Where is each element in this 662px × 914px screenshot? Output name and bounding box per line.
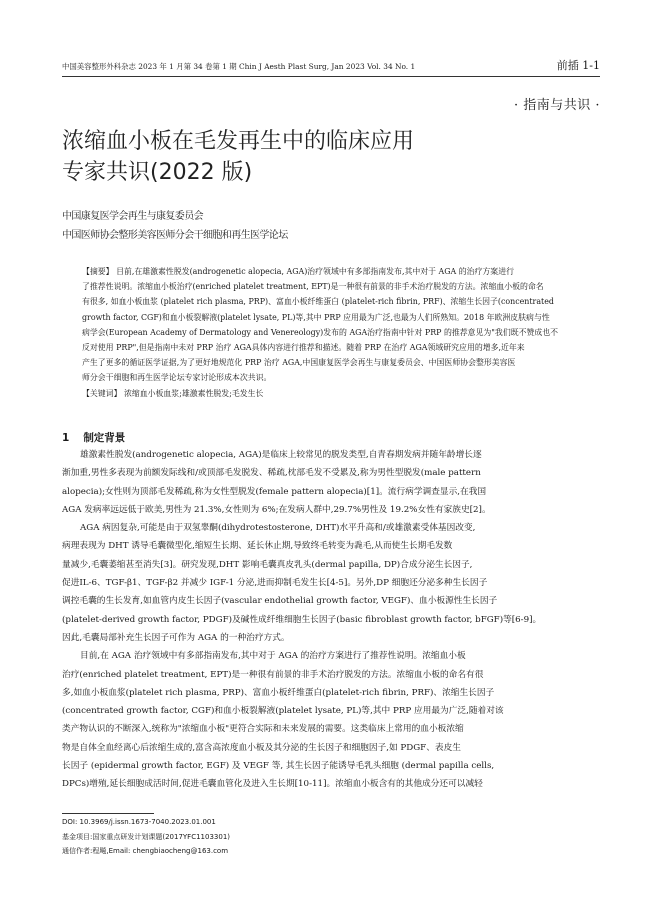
body-line: (concentrated growth factor, CGF)和血小板裂解液(platelet lysate, PL)等,其中 PRP 应用最为广泛,随着对该 bbox=[62, 706, 504, 717]
article-title bbox=[62, 126, 602, 188]
body-line: AGA 发病率远远低于欧美,男性为 21.3%,女性则为 6%;在发病人群中,29.7%男性及 19.2%女性有家族史[2]。 bbox=[62, 504, 491, 515]
body-line: alopecia);女性则为顶部毛发稀疏,称为女性型脱发(female pattern alopecia)[1]。流行病学调查显示,在我国 bbox=[62, 486, 487, 497]
abstract-line: 反对使用 PRP",但是指南中未对 PRP 治疗 AGA具体内容进行推荐和描述。随着 PRP 在治疗 AGA领域研究应用的增多,近年来 bbox=[82, 343, 525, 353]
abstract-line: 【摘要】 目前,在雄激素性脱发(androgenetic alopecia, AGA)治疗领域中有多部指南发布,其中对于 AGA 的治疗方案进行 bbox=[82, 267, 514, 276]
section-title: 制定背景 bbox=[83, 432, 126, 444]
corresponding-author: 通信作者:程飚,Email: chengbiaocheng@163.com bbox=[62, 847, 229, 856]
footnotes bbox=[62, 815, 230, 859]
footnote-rule bbox=[62, 813, 154, 814]
body-line: 促进IL-6、TGF-β1、TGF-β2 并减少 IGF-1 分泌,进而抑制毛发生长[4-5]。另外,DP 细胞还分泌多种生长因子 bbox=[62, 578, 488, 589]
body-line: 调控毛囊的生长发育,如血管内皮生长因子(vascular endothelial growth factor, VEGF)、血小板源性生长因子 bbox=[62, 596, 498, 607]
body-line: 因此,毛囊局部补充生长因子可作为 AGA 的一种治疗方式。 bbox=[62, 632, 290, 643]
abstract-line: 产生了更多的循证医学证据,为了更好地规范化 PRP 治疗 AGA,中国康复医学会再生与康复委员会、中国医师协会整形美容医 bbox=[82, 358, 516, 368]
body-line: 类产物认识的不断深入,统称为"浓缩血小板"更符合实际和未来发展的需要。这类临床上常用的血小板浓缩 bbox=[62, 724, 464, 735]
body-line: 治疗(enriched platelet treatment, EPT)是一种很有前景的非手术治疗脱发的方法。浓缩血小板的命名有很 bbox=[62, 669, 484, 680]
body-line: 病理表现为 DHT 诱导毛囊微型化,缩短生长期、延长休止期,导致终毛转变为毳毛,从而使生长期毛发数 bbox=[62, 541, 453, 552]
article-title-line-1: 浓缩血小板在毛发再生中的临床应用 bbox=[62, 129, 415, 154]
abstract-line: 有很多, 如血小板血浆 (platelet rich plasma, PRP)、富血小板纤维蛋白 (platelet-rich fibrin, PRF)、浓缩生长因子(concentrated bbox=[82, 297, 554, 307]
column-label: · 指南与共识 · bbox=[513, 98, 600, 113]
body-text bbox=[62, 446, 600, 794]
abstract-line: 师分会干细胞和再生医学论坛专家讨论形成本次共识。 bbox=[82, 373, 272, 383]
header-rule bbox=[62, 76, 600, 77]
section-number: 1 bbox=[62, 432, 70, 444]
body-line: 渐加重,男性多表现为前额发际线和/或顶部毛发脱发、稀疏,枕部毛发不受累及,称为男性型脱发(male pattern bbox=[62, 468, 481, 479]
body-line: 目前,在 AGA 治疗领域中有多部指南发布,其中对于 AGA 的治疗方案进行了推荐性说明。浓缩血小板 bbox=[80, 651, 466, 662]
funding: 基金项目:国家重点研发计划课题(2017YFC1103301) bbox=[62, 832, 230, 841]
abstract-line: 了推荐性说明。浓缩血小板治疗(enriched platelet treatment, EPT)是一种很有前景的非手术治疗脱发的方法。浓缩血小板的命名 bbox=[82, 282, 544, 292]
body-line: (platelet-derived growth factor, PDGF)及碱性成纤维细胞生长因子(basic fibroblast growth factor, bFGF)等[6-9]。 bbox=[62, 614, 542, 625]
body-line: 量减少,毛囊萎缩甚至消失[3]。研究发现,DHT 影响毛囊真皮乳头(dermal papilla, DP)合成分泌生长因子, bbox=[62, 559, 473, 570]
abstract bbox=[82, 264, 600, 401]
running-head bbox=[62, 60, 600, 74]
article-title-line-2: 专家共识(2022 版) bbox=[62, 160, 253, 185]
section-heading bbox=[62, 430, 125, 445]
body-line: 物是自体全血经离心后浓缩生成的,富含高浓度血小板及其分泌的生长因子和细胞因子,如 PDGF、表皮生 bbox=[62, 742, 461, 753]
page-number: 前插 1-1 bbox=[556, 59, 600, 72]
abstract-line: 病学会(European Academy of Dermatology and Venereology)发布的 AGA治疗指南中针对 PRP 的推荐意见为"我们既不赞成也不 bbox=[82, 327, 559, 337]
body-line: 雄激素性脱发(androgenetic alopecia, AGA)是临床上较常见的脱发类型,自青春期发病并随年龄增长逐 bbox=[80, 450, 482, 460]
doi: DOI: 10.3969/j.issn.1673-7040.2023.01.001 bbox=[62, 818, 216, 826]
body-line: AGA 病因复杂,可能是由于双氢睾酮(dihydrotestosterone, DHT)水平升高和/或雄激素受体基因改变, bbox=[80, 523, 476, 534]
author-organization: 中国康复医学会再生与康复委员会 bbox=[62, 211, 203, 222]
author-organization: 中国医师协会整形美容医师分会干细胞和再生医学论坛 bbox=[62, 230, 288, 241]
body-line: DPCs)增殖,延长细胞成活时间,促进毛囊血管化及进入生长期[10-11]。浓缩血小板含有的其他成分还可以减轻 bbox=[62, 779, 483, 790]
body-line: 长因子 (epidermal growth factor, EGF) 及 VEGF 等, 其生长因子能诱导毛乳头细胞 (dermal papilla cells, bbox=[62, 761, 495, 772]
author-list bbox=[62, 207, 288, 245]
abstract-line: growth factor, CGF)和血小板裂解液(platelet lysate, PL)等,其中 PRP 应用最为广泛,也最为人们所熟知。2018 年欧洲皮肤病与性 bbox=[82, 312, 550, 322]
body-line: 多,如血小板血浆(platelet rich plasma, PRP)、富血小板纤维蛋白(platelet-rich fibrin, PRF)、浓缩生长因子 bbox=[62, 687, 495, 698]
journal-citation: 中国美容整形外科杂志 2023 年 1 月第 34 卷第 1 期 Chin J Aesth Plast Surg, Jan 2023 Vol. 34 No. 1 bbox=[62, 62, 416, 71]
keywords: 【关键词】 浓缩血小板血浆;雄激素性脱发;毛发生长 bbox=[82, 388, 264, 398]
